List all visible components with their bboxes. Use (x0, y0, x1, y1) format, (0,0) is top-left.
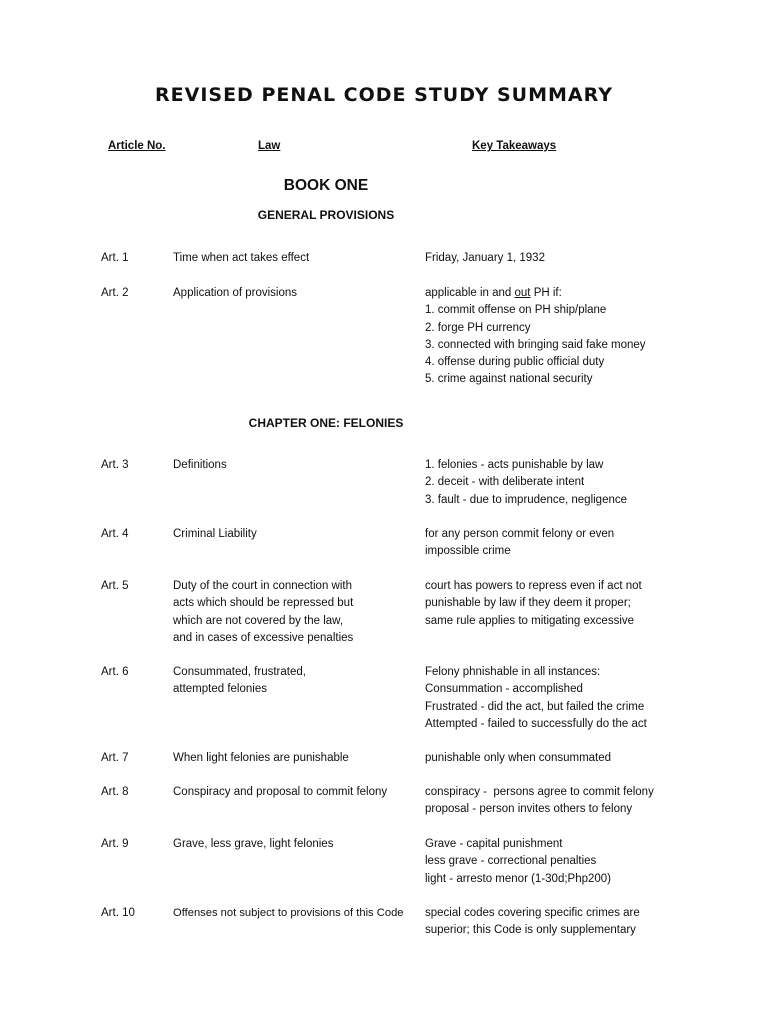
law-text (173, 250, 413, 267)
law-line: Consummated, frustrated, (173, 666, 306, 678)
article-number: Art. 6 (101, 666, 129, 678)
takeaway-line: Grave - capital punishment (425, 838, 563, 850)
underlined-text: out (514, 287, 531, 299)
header-article-no: Article No. (108, 140, 166, 152)
article-number: Art. 9 (101, 838, 129, 850)
takeaway-line: 2. forge PH currency (425, 321, 531, 334)
takeaway-line: impossible crime (425, 545, 511, 558)
key-takeaway (425, 250, 725, 267)
takeaway-line: 1. felonies - acts punishable by law (425, 459, 604, 471)
takeaway-line: Frustrated - did the act, but failed the crime (425, 700, 645, 713)
takeaway-line: Attempted - failed to successfully do the act (425, 717, 647, 730)
takeaway-text: applicable in and (425, 287, 515, 299)
law-text (173, 905, 413, 922)
key-takeaway (425, 457, 725, 509)
law-text (173, 578, 413, 647)
law-line: Application of provisions (173, 287, 298, 299)
takeaway-line: 3. fault - due to imprudence, negligence (425, 493, 628, 506)
key-takeaway (425, 784, 725, 819)
law-text (173, 784, 413, 801)
key-takeaway (425, 905, 725, 940)
header-key-takeaways: Key Takeaways (472, 140, 557, 152)
law-text (173, 285, 413, 302)
law-line: Grave, less grave, light felonies (173, 838, 334, 850)
takeaway-line: Felony phnishable in all instances: (425, 666, 601, 678)
law-line: Criminal Liability (173, 528, 257, 540)
law-text (173, 750, 413, 767)
law-line: Offenses not subject to provisions of this Code (173, 907, 404, 919)
document-title: REVISED PENAL CODE STUDY SUMMARY (155, 84, 613, 106)
takeaway-line: court has powers to repress even if act not (425, 580, 642, 592)
section-heading-chapter-one: CHAPTER ONE: FELONIES (248, 416, 404, 430)
law-text (173, 664, 413, 699)
takeaway-line: 4. offense during public official duty (425, 356, 605, 369)
key-takeaway (425, 285, 725, 389)
article-number: Art. 3 (101, 459, 129, 471)
law-line: When light felonies are punishable (173, 752, 349, 764)
key-takeaway (425, 836, 725, 888)
takeaway-line: Consummation - accomplished (425, 683, 583, 696)
takeaway-line (425, 285, 725, 302)
article-number: Art. 1 (101, 252, 129, 264)
article-number: Art. 10 (101, 907, 135, 919)
key-takeaway (425, 664, 725, 733)
takeaway-line: 3. connected with bringing said fake money (425, 338, 646, 351)
takeaway-line: for any person commit felony or even (425, 528, 615, 540)
takeaway-line: proposal - person invites others to felony (425, 803, 633, 816)
law-line: Definitions (173, 459, 227, 471)
law-line: attempted felonies (173, 683, 267, 696)
takeaway-line: light - arresto menor (1-30d;Php200) (425, 872, 612, 885)
law-line: Conspiracy and proposal to commit felony (173, 786, 388, 798)
takeaway-line: superior; this Code is only supplementary (425, 924, 636, 937)
takeaway-line: punishable by law if they deem it proper; (425, 597, 631, 610)
key-takeaway (425, 526, 725, 561)
article-number: Art. 8 (101, 786, 129, 798)
takeaway-line: conspiracy - persons agree to commit felony (425, 786, 654, 798)
book-heading: BOOK ONE (283, 177, 369, 194)
law-text (173, 457, 413, 474)
takeaway-line: same rule applies to mitigating excessive (425, 614, 635, 627)
law-text (173, 526, 413, 543)
takeaway-line: 1. commit offense on PH ship/plane (425, 304, 607, 317)
takeaway-line: special codes covering specific crimes are (425, 907, 640, 919)
header-law: Law (258, 140, 281, 152)
law-line: Duty of the court in connection with (173, 580, 352, 592)
law-text (173, 836, 413, 853)
takeaway-line: punishable only when consummated (425, 752, 612, 764)
article-number: Art. 5 (101, 580, 129, 592)
law-line: which are not covered by the law, (173, 614, 344, 627)
law-line: and in cases of excessive penalties (173, 631, 354, 644)
article-number: Art. 7 (101, 752, 129, 764)
key-takeaway (425, 750, 725, 767)
takeaway-line: 2. deceit - with deliberate intent (425, 476, 585, 489)
section-heading-general: GENERAL PROVISIONS (257, 208, 395, 222)
takeaway-line: less grave - correctional penalties (425, 855, 597, 868)
takeaway-line: 5. crime against national security (425, 373, 593, 386)
law-line: Time when act takes effect (173, 252, 310, 264)
takeaway-text: PH if: (530, 287, 562, 299)
law-line: acts which should be repressed but (173, 597, 354, 610)
key-takeaway (425, 578, 725, 630)
article-number: Art. 4 (101, 528, 129, 540)
takeaway-line: Friday, January 1, 1932 (425, 252, 545, 264)
article-number: Art. 2 (101, 287, 129, 299)
